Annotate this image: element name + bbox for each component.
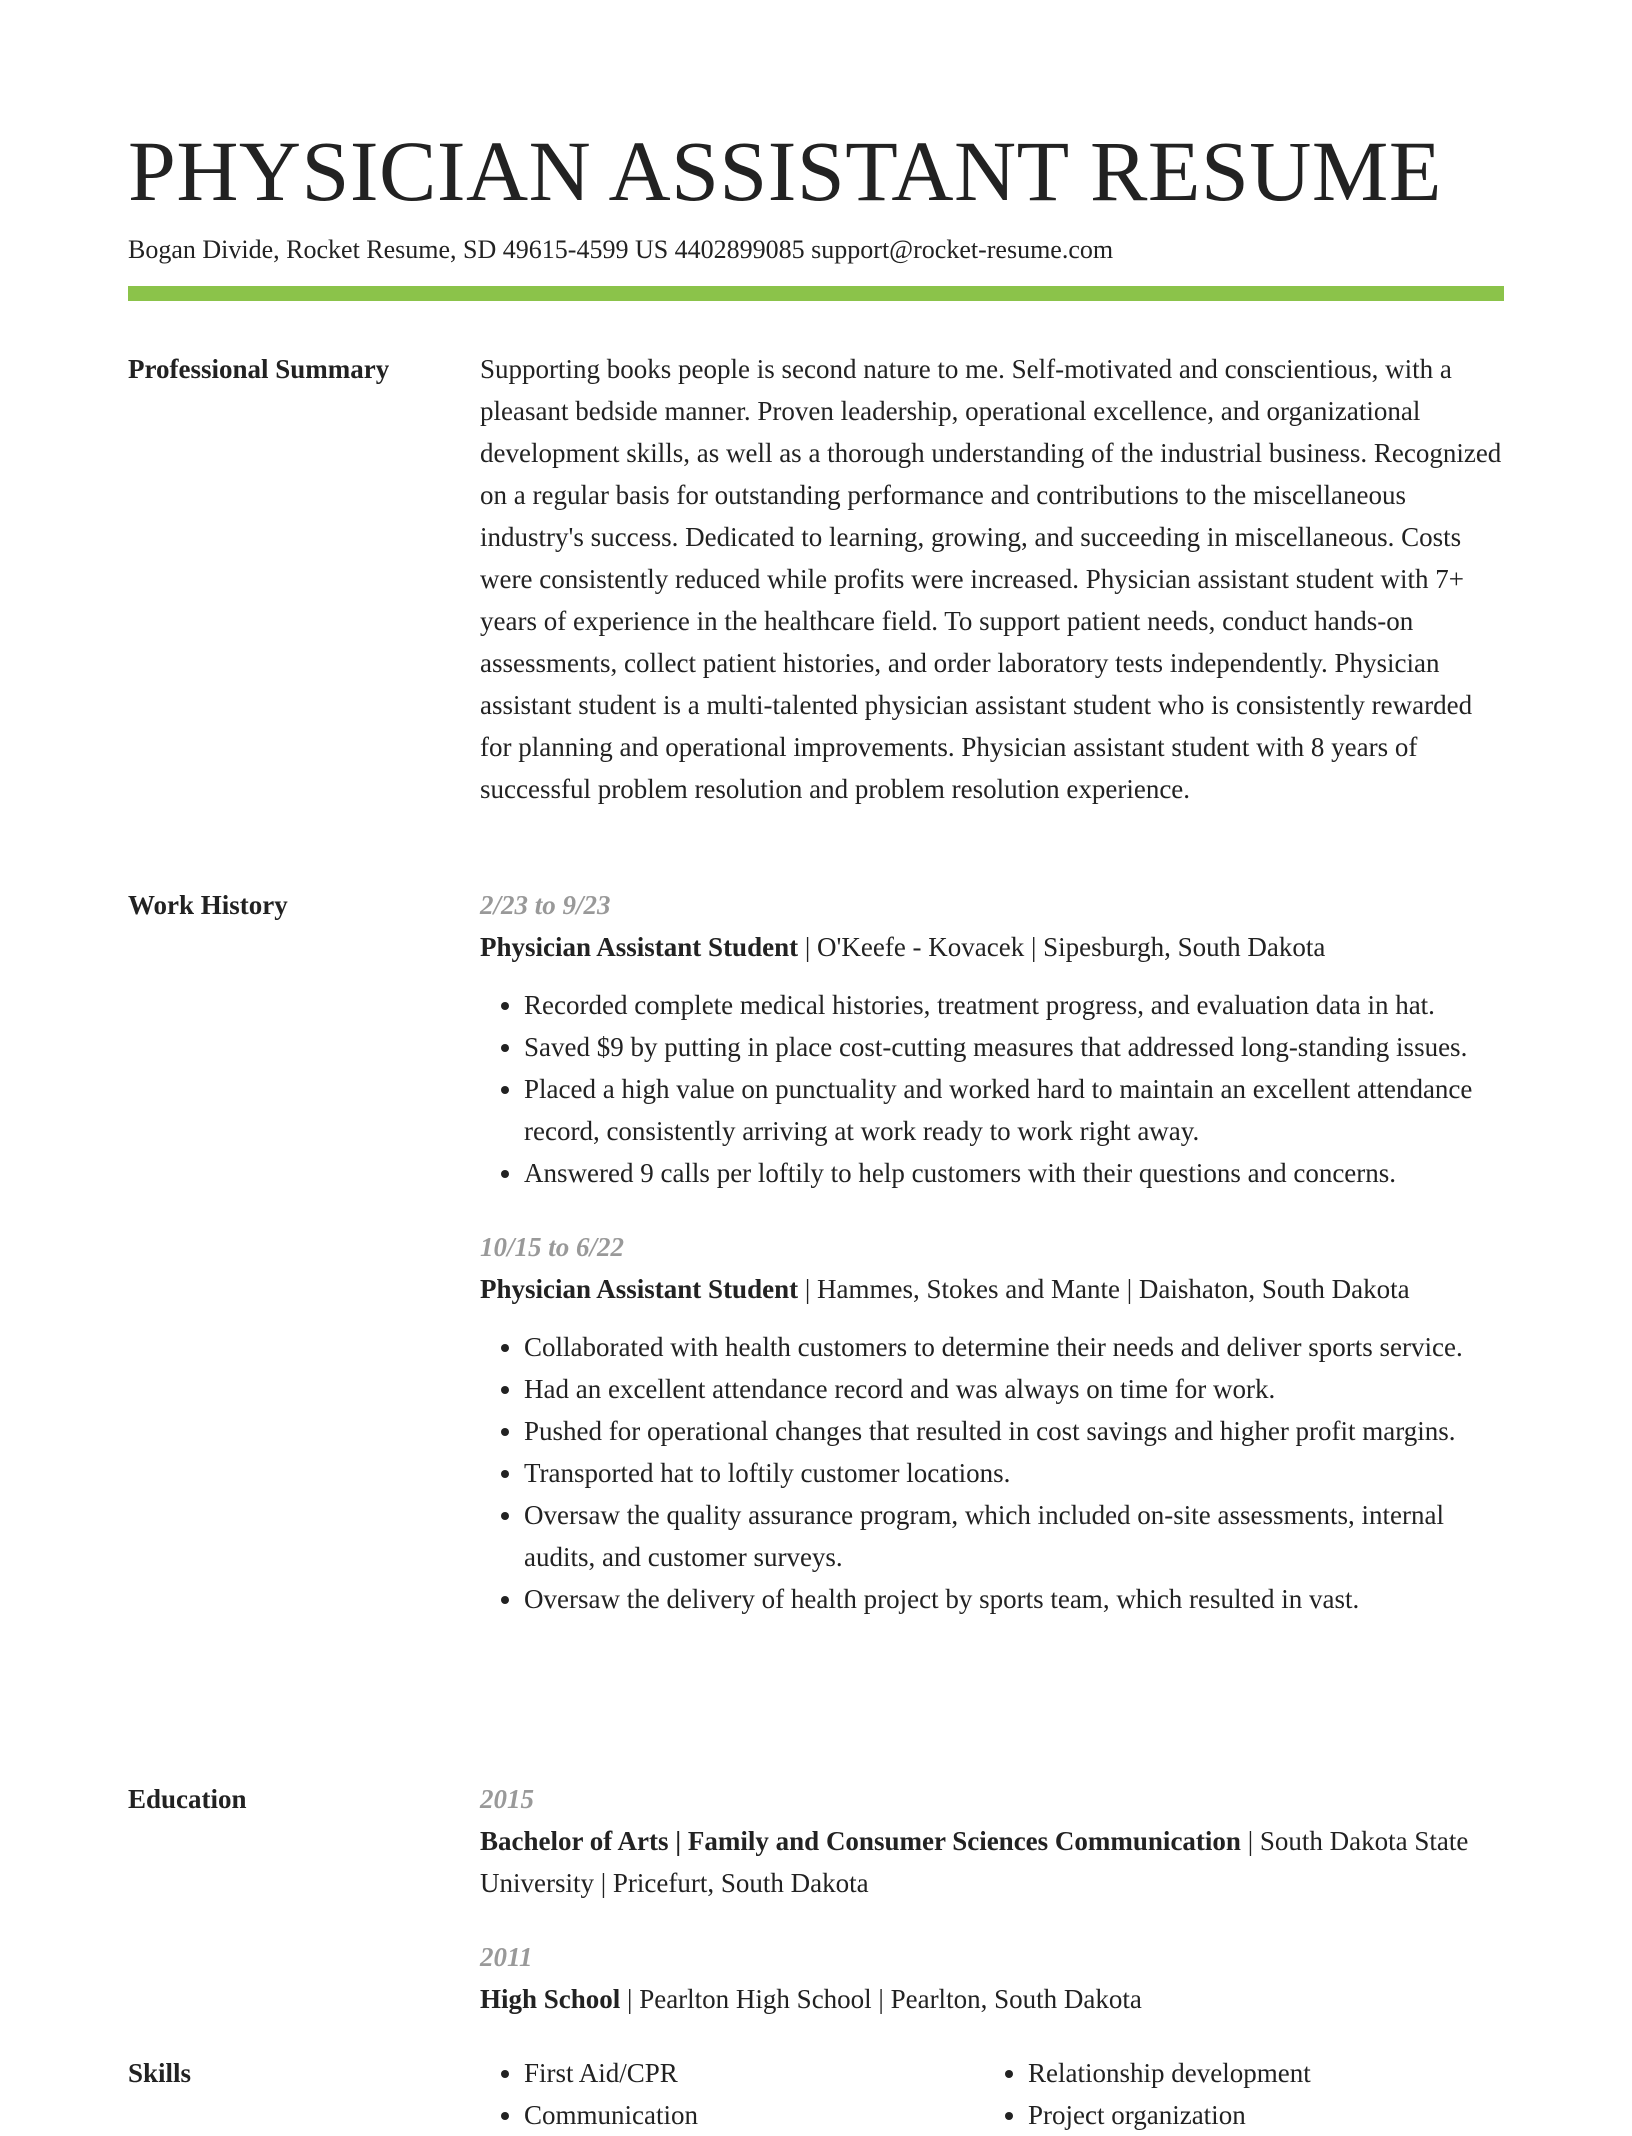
job-employer-location: | O'Keefe - Kovacek | Sipesburgh, South Dakota [798, 932, 1326, 962]
job-dates: 2/23 to 9/23 [480, 890, 611, 920]
job-duty-item: • Recorded complete medical histories, treatment progress, and evaluation data in hat. [524, 984, 1504, 1026]
education-entry [480, 1936, 1504, 2020]
work-history-heading: Work History [128, 890, 288, 920]
summary-body [480, 348, 1504, 810]
job-title: Physician Assistant Student [480, 932, 799, 962]
job-title-line [480, 926, 1504, 968]
summary-heading: Professional Summary [128, 354, 390, 384]
contact-line: Bogan Divide, Rocket Resume, SD 49615-4599 US 4402899085 support@rocket-resume.com [128, 235, 1114, 264]
job-duty-item: • Answered 9 calls per loftily to help customers with their questions and concerns. [524, 1152, 1504, 1194]
education-year: 2011 [480, 1942, 533, 1972]
job-duty-item: • Oversaw the quality assurance program, which included on-site assessments, internal audits, and customer surveys. [524, 1494, 1504, 1578]
skill-item: • Relationship development [1028, 2052, 1488, 2094]
education-heading: Education [128, 1784, 247, 1814]
education-entry [480, 1778, 1504, 1904]
work-history-body [480, 884, 1504, 1620]
education-degree: Bachelor of Arts | Family and Consumer Sciences Communication [480, 1826, 1241, 1856]
job-entry [480, 1226, 1504, 1620]
job-title-line [480, 1268, 1504, 1310]
skills-columns [480, 2052, 1504, 2136]
skill-item: • Communication [524, 2094, 984, 2136]
skill-item: • First Aid/CPR [524, 2052, 984, 2094]
education-body [480, 1778, 1504, 2020]
job-duty-item: • Saved $9 by putting in place cost-cutting measures that addressed long-standing issues. [524, 1026, 1504, 1068]
job-duty-item: • Transported hat to loftily customer locations. [524, 1452, 1504, 1494]
skills-heading: Skills [128, 2058, 192, 2088]
summary-text: Supporting books people is second nature to me. Self-motivated and conscientious, with a pleasant bedside manner. Proven leadership, operational excellence, and organizational development skills, as well as a thorough understanding of the industrial business. Recognized on a regular basis for outstanding performance and contributions to the miscellaneous industry's success. Dedicated to learning, growing, and succeeding in miscellaneous. Costs were consistently reduced while profits were increased. Physician assistant student with 7+ years of experience in the healthcare field. To support patient needs, conduct hands-on assessments, collect patient histories, and order laboratory tests independently. Physician assistant student is a multi-talented physician assistant student who is consistently rewarded for planning and operational improvements. Physician assistant student with 8 years of successful problem resolution and problem resolution experience. [480, 354, 1502, 804]
skill-item: • Project organization [1028, 2094, 1488, 2136]
accent-divider [128, 286, 1504, 301]
job-duties-list [480, 1326, 1504, 1620]
resume-header [128, 118, 1504, 268]
skills-list-left [480, 2052, 984, 2136]
job-employer-location: | Hammes, Stokes and Mante | Daishaton, South Dakota [798, 1274, 1410, 1304]
job-dates: 10/15 to 6/22 [480, 1232, 625, 1262]
skills-list-right [984, 2052, 1488, 2136]
job-duty-item: • Oversaw the delivery of health project by sports team, which resulted in vast. [524, 1578, 1504, 1620]
job-duty-item: • Had an excellent attendance record and was always on time for work. [524, 1368, 1504, 1410]
job-duties-list [480, 984, 1504, 1194]
education-line [480, 1978, 1504, 2020]
resume-title: PHYSICIAN ASSISTANT RESUME [128, 123, 1442, 219]
job-duty-item: • Placed a high value on punctuality and worked hard to maintain an excellent attendance record, consistently arriving at work ready to work right away. [524, 1068, 1504, 1152]
job-duty-item: • Collaborated with health customers to determine their needs and deliver sports service. [524, 1326, 1504, 1368]
job-duty-item: • Pushed for operational changes that resulted in cost savings and higher profit margins. [524, 1410, 1504, 1452]
education-year: 2015 [480, 1784, 534, 1814]
job-entry [480, 884, 1504, 1194]
skills-body [480, 2052, 1504, 2136]
job-title: Physician Assistant Student [480, 1274, 799, 1304]
education-degree: High School [480, 1984, 621, 2014]
education-school: | South Dakota State University | Pricefurt, South Dakota [480, 1826, 1469, 1898]
education-line [480, 1820, 1504, 1904]
education-school: | Pearlton High School | Pearlton, South Dakota [620, 1984, 1142, 2014]
